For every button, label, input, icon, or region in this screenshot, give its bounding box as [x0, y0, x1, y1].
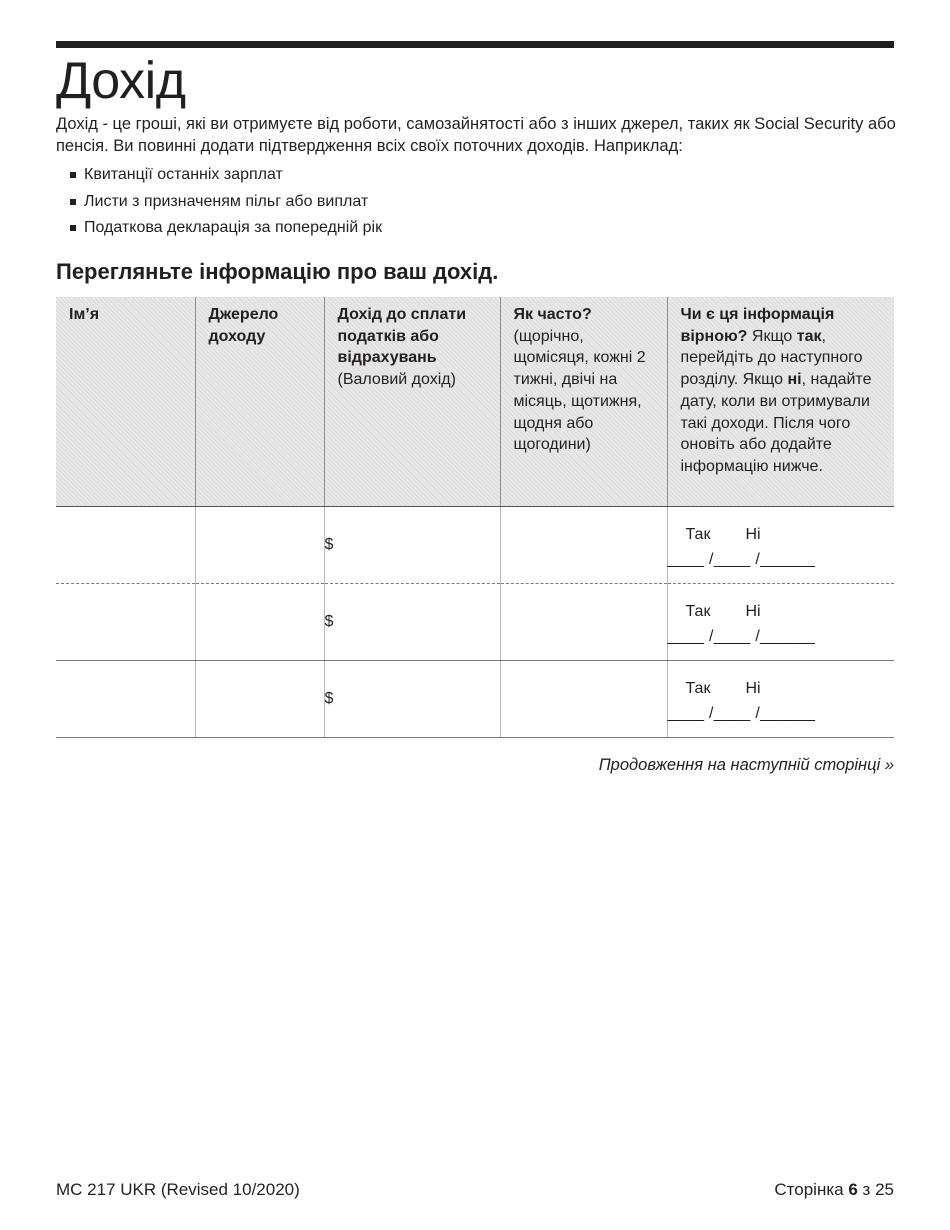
no-option[interactable]: Ні [745, 526, 761, 543]
list-item: Квитанції останніх зарплат [70, 162, 382, 189]
header-source: Джерело доходу [195, 297, 324, 507]
bullet-square-icon [70, 172, 76, 178]
section-heading: Перегляньте інформацію про ваш дохід. [56, 259, 499, 284]
gross-income-cell[interactable]: $ [324, 507, 500, 584]
source-cell[interactable] [195, 661, 324, 738]
frequency-cell[interactable] [500, 584, 667, 661]
header-is-correct: Чи є ця інформація вірною? Якщо так, перейдіть до наступного розділу. Якщо ні, надайте дату, коли ви отримували такі доходи. Після чого оновіть або додайте інформацію нижче. [667, 297, 894, 507]
is-correct-cell [667, 661, 894, 738]
form-id: MC 217 UKR (Revised 10/2020) [56, 1180, 300, 1199]
table-row [56, 507, 894, 584]
frequency-cell[interactable] [500, 661, 667, 738]
date-field[interactable]: ____ /____ /______ [667, 705, 816, 722]
no-option[interactable]: Ні [745, 680, 761, 697]
intro-paragraph: Дохід - це гроші, які ви отримуєте від роботи, самозайнятості або з інших джерел, таких як Social Security або пенсія. Ви повинні додати підтвердження всіх своїх поточних доходів. Наприклад: [56, 115, 896, 155]
table-header-row [56, 297, 894, 507]
page-number: Сторінка 6 з 25 [774, 1180, 894, 1199]
table-row [56, 661, 894, 738]
bullet-square-icon [70, 199, 76, 205]
table-row [56, 584, 894, 661]
top-rule [56, 41, 894, 48]
yes-option[interactable]: Так [685, 526, 711, 543]
frequency-cell[interactable] [500, 507, 667, 584]
no-option[interactable]: Ні [745, 603, 761, 620]
list-item: Листи з призначеням пільг або виплат [70, 189, 382, 216]
name-cell[interactable] [56, 584, 195, 661]
name-cell[interactable] [56, 661, 195, 738]
source-cell[interactable] [195, 584, 324, 661]
bullet-square-icon [70, 225, 76, 231]
gross-income-cell[interactable]: $ [324, 661, 500, 738]
header-gross-income: Дохід до сплати податків або відрахувань (Валовий дохід) [324, 297, 500, 507]
page-title: Дохід [56, 52, 186, 110]
proof-examples-list [70, 162, 382, 242]
name-cell[interactable] [56, 507, 195, 584]
source-cell[interactable] [195, 507, 324, 584]
date-field[interactable]: ____ /____ /______ [667, 551, 816, 568]
gross-income-cell[interactable]: $ [324, 584, 500, 661]
yes-option[interactable]: Так [685, 603, 711, 620]
income-table [56, 297, 894, 738]
continued-note: Продовження на наступній сторінці » [598, 756, 894, 774]
yes-option[interactable]: Так [685, 680, 711, 697]
header-name: Ім’я [56, 297, 195, 507]
is-correct-cell [667, 507, 894, 584]
is-correct-cell [667, 584, 894, 661]
header-frequency: Як часто? (щорічно, щомісяця, кожні 2 тижні, двічі на місяць, щотижня, щодня або щогодини) [500, 297, 667, 507]
date-field[interactable]: ____ /____ /______ [667, 628, 816, 645]
list-item: Податкова декларація за попередній рік [70, 215, 382, 242]
